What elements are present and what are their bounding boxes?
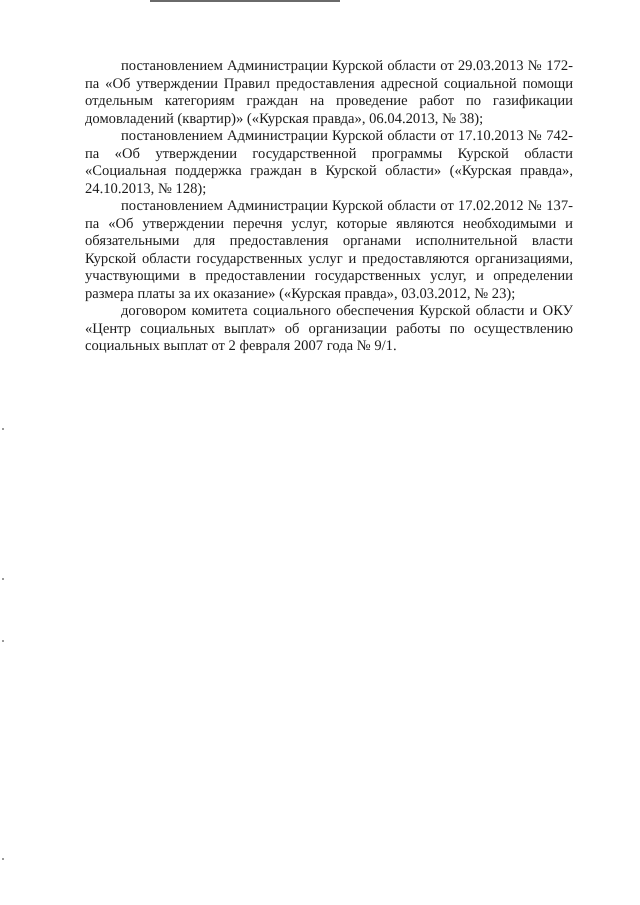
paragraph-resolution-172: постановлением Администрации Курской области от 29.03.2013 № 172-па «Об утверждении Правил предоставления адресной социальной помощи отдельным категориям граждан на проведение работ по газификации домовладений (квартир)» («Курская правда», 06.04.2013, № 38); (85, 58, 573, 127)
paragraph-resolution-137: постановлением Администрации Курской области от 17.02.2012 № 137-па «Об утверждении перечня услуг, которые являются необходимыми и обязательными для предоставления органами исполнительной власти Курской области государственных услуг и предоставляются организациями, участвующими в предоставлении государственных услуг, и определении размера платы за их оказание» («Курская правда», 03.03.2012, № 23); (85, 198, 573, 302)
legal-references-list (85, 58, 573, 356)
scan-mark (2, 428, 4, 430)
top-border-line (150, 0, 340, 2)
paragraph-agreement-9-1: договором комитета социального обеспечения Курской области и ОКУ «Центр социальных выплат» об организации работы по осуществлению социальных выплат от 2 февраля 2007 года № 9/1. (85, 303, 573, 354)
scan-mark (2, 858, 4, 860)
paragraph-resolution-742: постановлением Администрации Курской области от 17.10.2013 № 742-па «Об утверждении государственной программы Курской области «Социальная поддержка граждан в Курской области» («Курская правда», 24.10.2013, № 128); (85, 128, 573, 197)
scan-mark (2, 578, 4, 580)
scan-mark (2, 640, 4, 642)
